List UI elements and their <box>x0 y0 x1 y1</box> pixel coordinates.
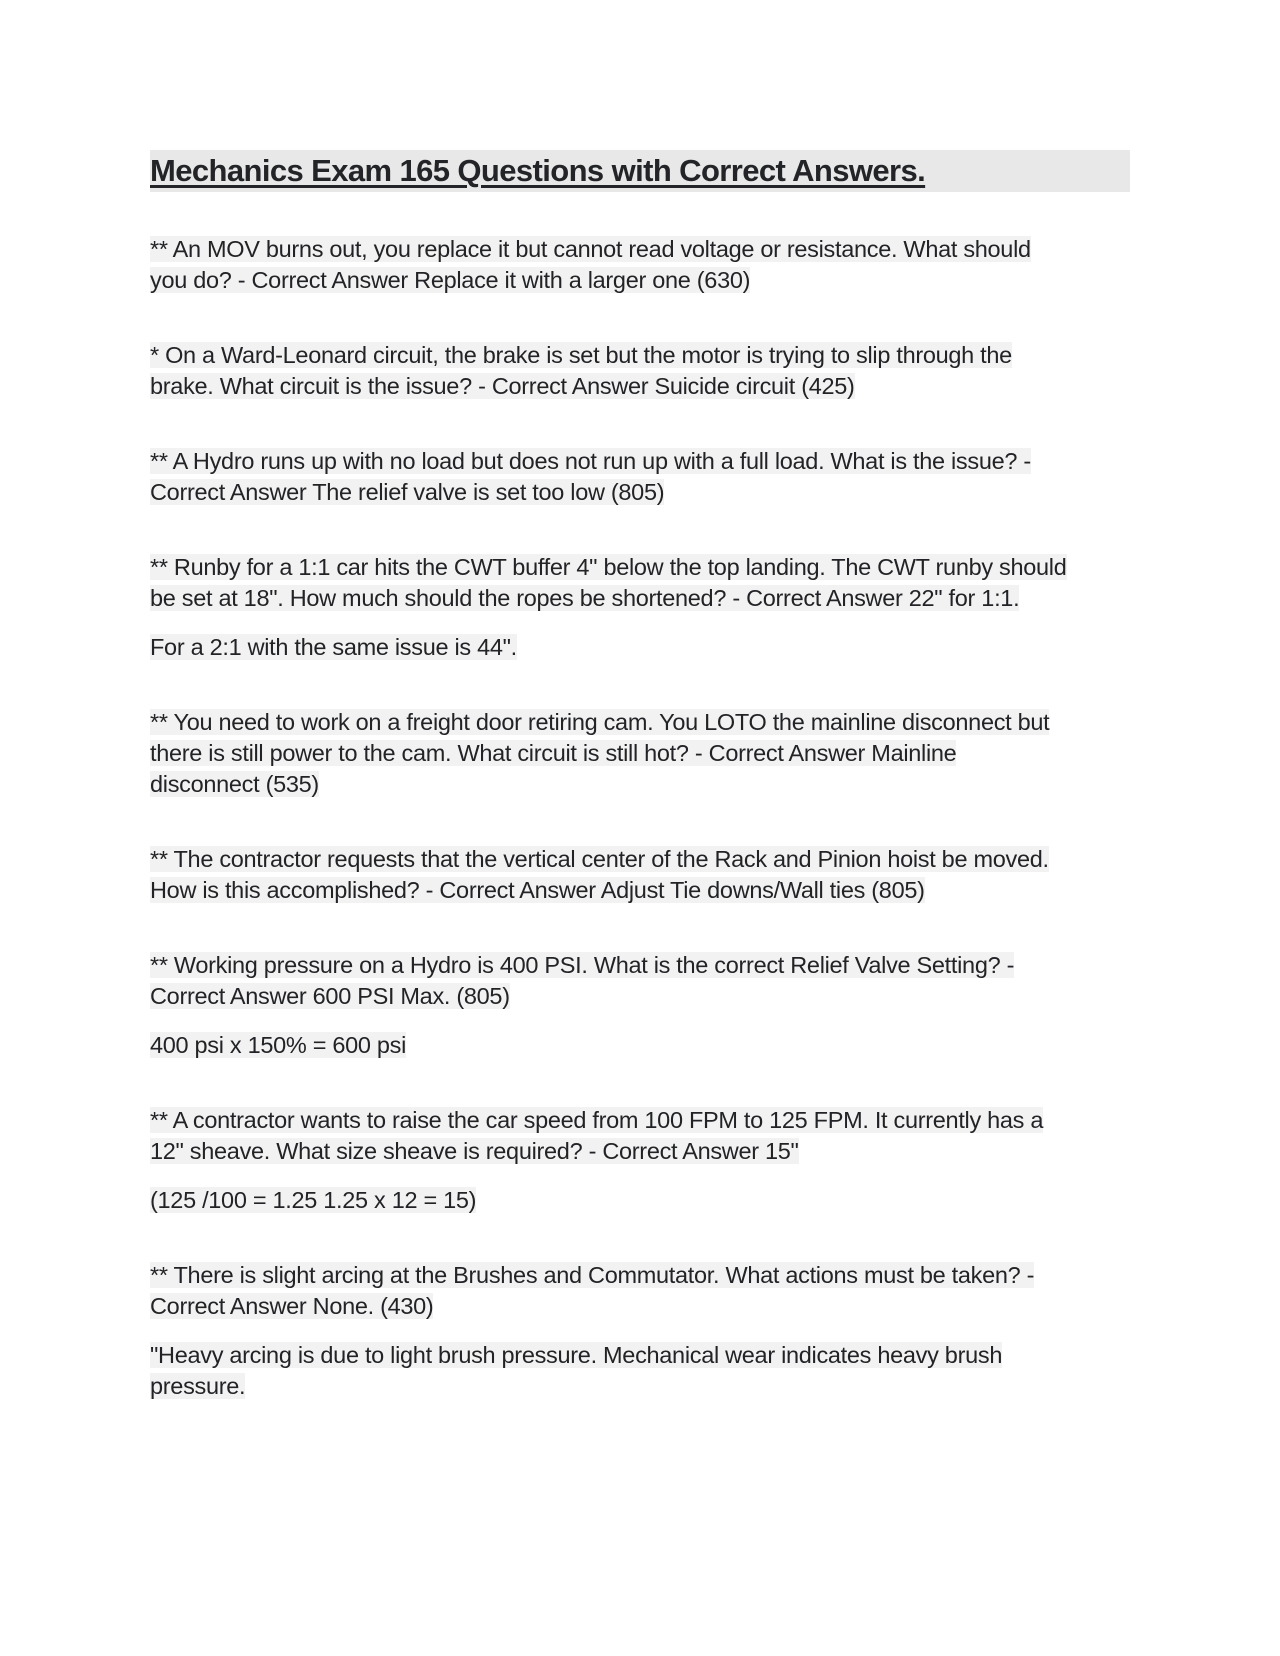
qa-question-answer <box>150 1105 1130 1167</box>
text-line-content: * On a Ward-Leonard circuit, the brake is set but the motor is trying to slip through the <box>150 342 1012 368</box>
note-line-content: 400 psi x 150% = 600 psi <box>150 1032 407 1058</box>
text-line <box>150 950 1130 981</box>
text-line-content: How is this accomplished? - Correct Answer Adjust Tie downs/Wall ties (805) <box>150 877 925 903</box>
text-line <box>150 769 1130 800</box>
title-bar <box>150 150 1130 192</box>
text-line-content: disconnect (535) <box>150 771 319 797</box>
text-line <box>150 583 1130 614</box>
text-line-content: ** A contractor wants to raise the car speed from 100 FPM to 125 FPM. It currently has a <box>150 1107 1044 1133</box>
text-line-content: Correct Answer 600 PSI Max. (805) <box>150 983 510 1009</box>
document-title: Mechanics Exam 165 Questions with Correct Answers. <box>150 153 926 188</box>
note-line-content: For a 2:1 with the same issue is 44". <box>150 634 517 660</box>
qa-item <box>150 1105 1130 1216</box>
qa-item <box>150 552 1130 663</box>
note-line-content: (125 /100 = 1.25 1.25 x 12 = 15) <box>150 1187 477 1213</box>
text-line <box>150 1136 1130 1167</box>
note-line-content: "Heavy arcing is due to light brush pressure. Mechanical wear indicates heavy brush <box>150 1342 1003 1368</box>
text-line <box>150 1105 1130 1136</box>
qa-item <box>150 234 1130 296</box>
note-line <box>150 632 1130 663</box>
text-line <box>150 844 1130 875</box>
qa-list <box>150 234 1130 1402</box>
text-line <box>150 340 1130 371</box>
qa-note <box>150 1185 1130 1216</box>
text-line <box>150 981 1130 1012</box>
qa-question-answer <box>150 234 1130 296</box>
text-line <box>150 738 1130 769</box>
text-line <box>150 371 1130 402</box>
note-line <box>150 1185 1130 1216</box>
text-line-content: be set at 18". How much should the ropes be shortened? - Correct Answer 22" for 1:1. <box>150 585 1020 611</box>
qa-note <box>150 632 1130 663</box>
text-line-content: ** A Hydro runs up with no load but does not run up with a full load. What is the issue? - <box>150 448 1031 474</box>
text-line-content: ** Runby for a 1:1 car hits the CWT buffer 4" below the top landing. The CWT runby should <box>150 554 1067 580</box>
qa-question-answer <box>150 1260 1130 1322</box>
text-line-content: ** Working pressure on a Hydro is 400 PSI. What is the correct Relief Valve Setting? - <box>150 952 1015 978</box>
qa-question-answer <box>150 844 1130 906</box>
qa-question-answer <box>150 552 1130 614</box>
qa-question-answer <box>150 950 1130 1012</box>
text-line <box>150 477 1130 508</box>
qa-item <box>150 446 1130 508</box>
text-line-content: you do? - Correct Answer Replace it with a larger one (630) <box>150 267 751 293</box>
qa-question-answer <box>150 707 1130 800</box>
note-line-content: pressure. <box>150 1373 246 1399</box>
text-line <box>150 552 1130 583</box>
qa-item <box>150 844 1130 906</box>
text-line <box>150 265 1130 296</box>
text-line-content: brake. What circuit is the issue? - Correct Answer Suicide circuit (425) <box>150 373 855 399</box>
text-line-content: ** The contractor requests that the vertical center of the Rack and Pinion hoist be moved. <box>150 846 1049 872</box>
text-line <box>150 875 1130 906</box>
text-line-content: Correct Answer The relief valve is set too low (805) <box>150 479 665 505</box>
qa-note <box>150 1030 1130 1061</box>
text-line-content: ** An MOV burns out, you replace it but cannot read voltage or resistance. What should <box>150 236 1031 262</box>
qa-item <box>150 950 1130 1061</box>
note-line <box>150 1340 1130 1371</box>
text-line-content: there is still power to the cam. What circuit is still hot? - Correct Answer Mainline <box>150 740 957 766</box>
note-line <box>150 1371 1130 1402</box>
text-line <box>150 1260 1130 1291</box>
note-line <box>150 1030 1130 1061</box>
document-page <box>150 150 1130 1446</box>
qa-question-answer <box>150 340 1130 402</box>
text-line-content: Correct Answer None. (430) <box>150 1293 434 1319</box>
text-line <box>150 234 1130 265</box>
text-line <box>150 446 1130 477</box>
text-line-content: 12" sheave. What size sheave is required? - Correct Answer 15" <box>150 1138 799 1164</box>
qa-question-answer <box>150 446 1130 508</box>
text-line <box>150 1291 1130 1322</box>
qa-item <box>150 1260 1130 1402</box>
text-line-content: ** You need to work on a freight door retiring cam. You LOTO the mainline disconnect but <box>150 709 1050 735</box>
qa-item <box>150 340 1130 402</box>
qa-note <box>150 1340 1130 1402</box>
text-line <box>150 707 1130 738</box>
text-line-content: ** There is slight arcing at the Brushes and Commutator. What actions must be taken? - <box>150 1262 1035 1288</box>
qa-item <box>150 707 1130 800</box>
